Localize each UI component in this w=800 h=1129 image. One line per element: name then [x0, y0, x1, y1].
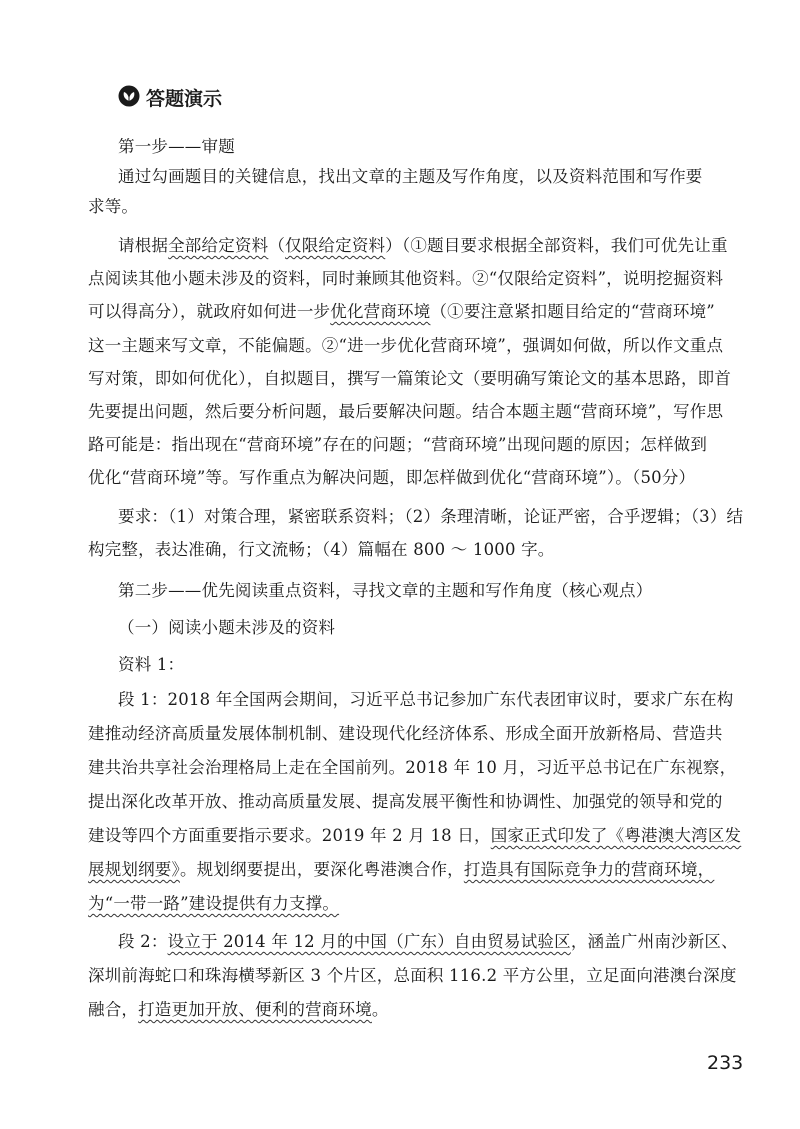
material-label: 资料 1：: [118, 655, 185, 674]
requirements-line1: 要求：（1）对策合理，紧密联系资料；（2）条理清晰，论证严密，合乎逻辑；（3）结: [118, 507, 744, 526]
question-line2: 点阅读其他小题未涉及的资料，同时兼顾其他资料。②“仅限给定资料”，说明挖掘资料: [88, 269, 724, 288]
step1-intro-line1: 通过勾画题目的关键信息，找出文章的主题及写作角度，以及资料范围和写作要: [118, 167, 703, 186]
question-line8: 优化“营商环境”等。写作重点为解决问题，即怎样做到优化“营商环境”）。（50分）: [88, 468, 696, 487]
page-number: 233: [707, 1052, 744, 1074]
para2-line3: 融合，打造更加开放、便利的营商环境。: [88, 1000, 389, 1019]
keyword-all-materials: 全部给定资料: [168, 236, 269, 255]
question-line5: 写对策，即如何优化），自拟题目，撰写一篇策论文（要明确写策论文的基本思路，即首: [88, 369, 732, 388]
step1-intro-line2: 求等。: [88, 197, 139, 216]
question-line7: 路可能是：指出现在“营商环境”存在的问题；“营商环境”出现问题的原因；怎样做到: [88, 435, 708, 454]
question-line6: 先要提出问题，然后要分析问题，最后要解决问题。结合本题主题“营商环境”，写作思: [88, 402, 724, 421]
step2-title: 第二步——优先阅读重点资料，寻找文章的主题和写作角度（核心观点）: [118, 581, 653, 600]
section-title: 答题演示: [146, 88, 223, 110]
question-line1: 请根据全部给定资料（仅限给定资料）（①题目要求根据全部资料，我们可优先让重: [118, 236, 728, 255]
para2-line1: 段 2：设立于 2014 年 12 月的中国（广东）自由贸易试验区，涵盖广州南沙新区、: [118, 932, 738, 951]
question-line4: 这一主题来写文章，不能偏题。②“进一步优化营商环境”，强调如何做，所以作文重点: [88, 336, 724, 355]
step1-title: 第一步——审题: [118, 137, 235, 156]
para1-line4: 提出深化改革开放、推动高质量发展、提高发展平衡性和协调性、加强党的领导和党的: [88, 792, 723, 811]
keyword-limited-materials: 仅限给定资料: [285, 236, 386, 255]
para1-line3: 建共治共享社会治理格局上走在全国前列。2018 年 10 月，习近平总书记在广东视察，: [88, 758, 737, 777]
highlight-open-environment: 打造更加开放、便利的营商环境: [138, 1000, 372, 1019]
question-text: 请根据: [118, 236, 169, 255]
para1-line6: 展规划纲要》。规划纲要提出，要深化粤港澳合作，打造具有国际竞争力的营商环境，: [88, 860, 715, 879]
highlight-competitive-environment: 打造具有国际竞争力的营商环境，: [463, 860, 715, 879]
para1-line7: [88, 890, 339, 914]
step2-subtitle: （一）阅读小题未涉及的资料: [118, 618, 336, 637]
question-line3: 可以得高分），就政府如何进一步优化营商环境（①要注意紧扣题目给定的“营商环境”: [88, 302, 715, 321]
para1-line2: 建推动经济高质量发展体制机制、建设现代化经济体系、形成全面开放新格局、营造共: [88, 724, 723, 743]
para1-line5: 建设等四个方面重要指示要求。2019 年 2 月 18 日，国家正式印发了《粤港澳大湾区发: [88, 826, 742, 845]
highlight-free-trade-zone: 设立于 2014 年 12 月的中国（广东）自由贸易试验区: [167, 932, 571, 951]
para2-line2: 深圳前海蛇口和珠海横琴新区 3 个片区，总面积 116.2 平方公里，立足面向港澳台深度: [88, 966, 737, 985]
leaf-badge-icon: [118, 85, 140, 107]
para1-line1: 段 1：2018 年全国两会期间，习近平总书记参加广东代表团审议时，要求广东在构: [118, 690, 734, 709]
highlight-belt-road: 为“一带一路”建设提供有力支撑。: [88, 894, 340, 913]
highlight-outline-plan: 国家正式印发了《粤港澳大湾区发: [490, 826, 742, 845]
keyword-optimize-business-environment: 优化营商环境: [330, 302, 431, 321]
requirements-line2: 构完整，表达准确，行文流畅；（4）篇幅在 800 ～ 1000 字。: [88, 540, 555, 559]
